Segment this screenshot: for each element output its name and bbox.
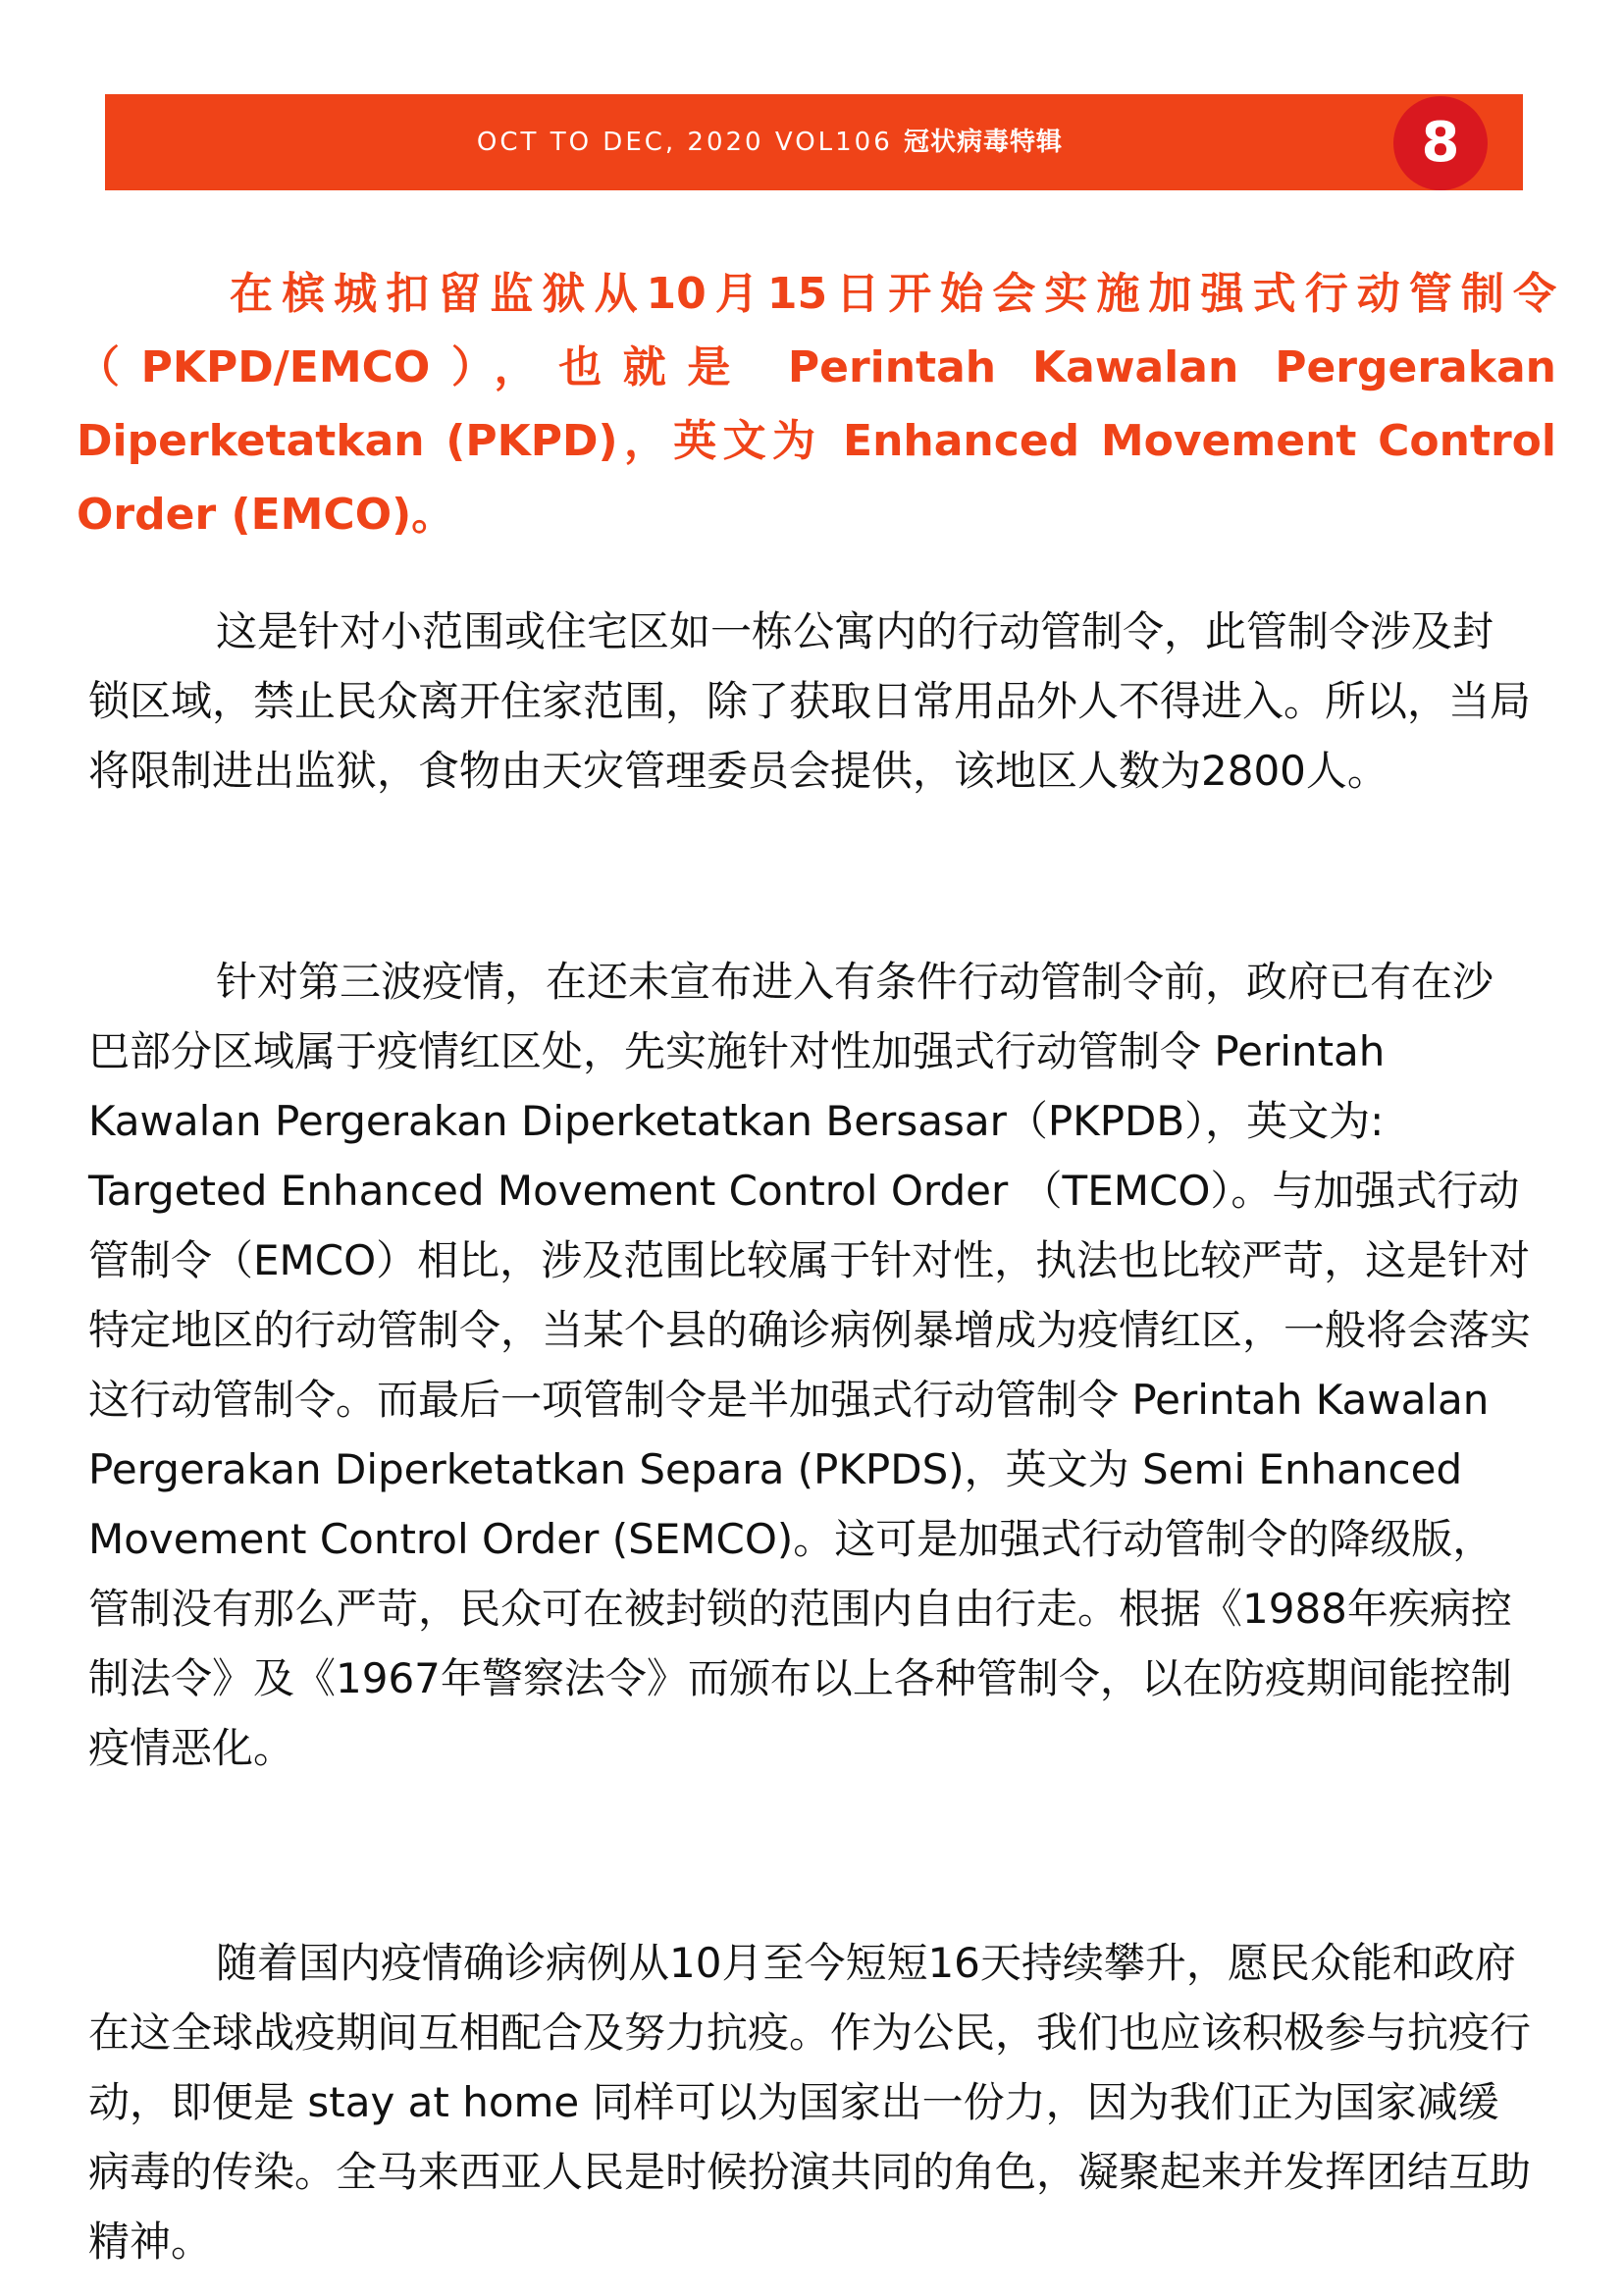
header-text (105, 94, 1523, 190)
lead-paragraph: 在槟城扣留监狱从10月15日开始会实施加强式行动管制令（PKPD/EMCO），也就是 Perintah Kawalan Pergerakan Diperketatkan (PKPD)，英文为 Enhanced Movement Control Order (EMCO)。 (77, 269, 1556, 540)
issue-label: OCT TO DEC, 2020 VOL106 (476, 128, 893, 157)
body-paragraph-2: 针对第三波疫情，在还未宣布进入有条件行动管制令前，政府已有在沙巴部分区域属于疫情红区处，先实施针对性加强式行动管制令 Perintah Kawalan Pergerakan Diperketatkan Bersasar（PKPDB），英文为: Targeted Enhanced Movement Control Order （TEMCO）。与加强式行动管制令（EMCO）相比，涉及范围比较属于针对性，执法也比较严苛，这是针对特定地区的行动管制令，当某个县的确诊病例暴增成为疫情红区，一般将会落实这行动管制令。而最后一项管制令是半加强式行动管制令 Perintah Kawalan Pergerakan Diperketatkan Separa (PKPDS)，英文为 Semi Enhanced Movement Control Order (SEMCO)。这可是加强式行动管制令的降级版，管制没有那么严苛，民众可在被封锁的范围内自由行走。根据《1988年疾病控制法令》及《1967年警察法令》而颁布以上各种管制令，以在防疫期间能控制疫情恶化。 (88, 958, 1532, 1772)
section-title: 冠状病毒特辑 (904, 128, 1064, 157)
body-paragraph-1: 这是针对小范围或住宅区如一栋公寓内的行动管制令，此管制令涉及封锁区域，禁止民众离开住家范围，除了获取日常用品外人不得进入。所以，当局将限制进出监狱，食物由天灾管理委员会提供，该地区人数为2800人。 (88, 607, 1532, 795)
header-bar (105, 94, 1523, 190)
page-number-badge: 8 (1393, 96, 1488, 190)
body-paragraph-3: 随着国内疫情确诊病例从10月至今短短16天持续攀升，愿民众能和政府在这全球战疫期间互相配合及努力抗疫。作为公民，我们也应该积极参与抗疫行动，即便是 stay at home 同样可以为国家出一份力，因为我们正为国家减缓病毒的传染。全马来西亚人民是时候扮演共同的角色，凝聚起来并发挥团结互助精神。 (88, 1939, 1532, 2266)
